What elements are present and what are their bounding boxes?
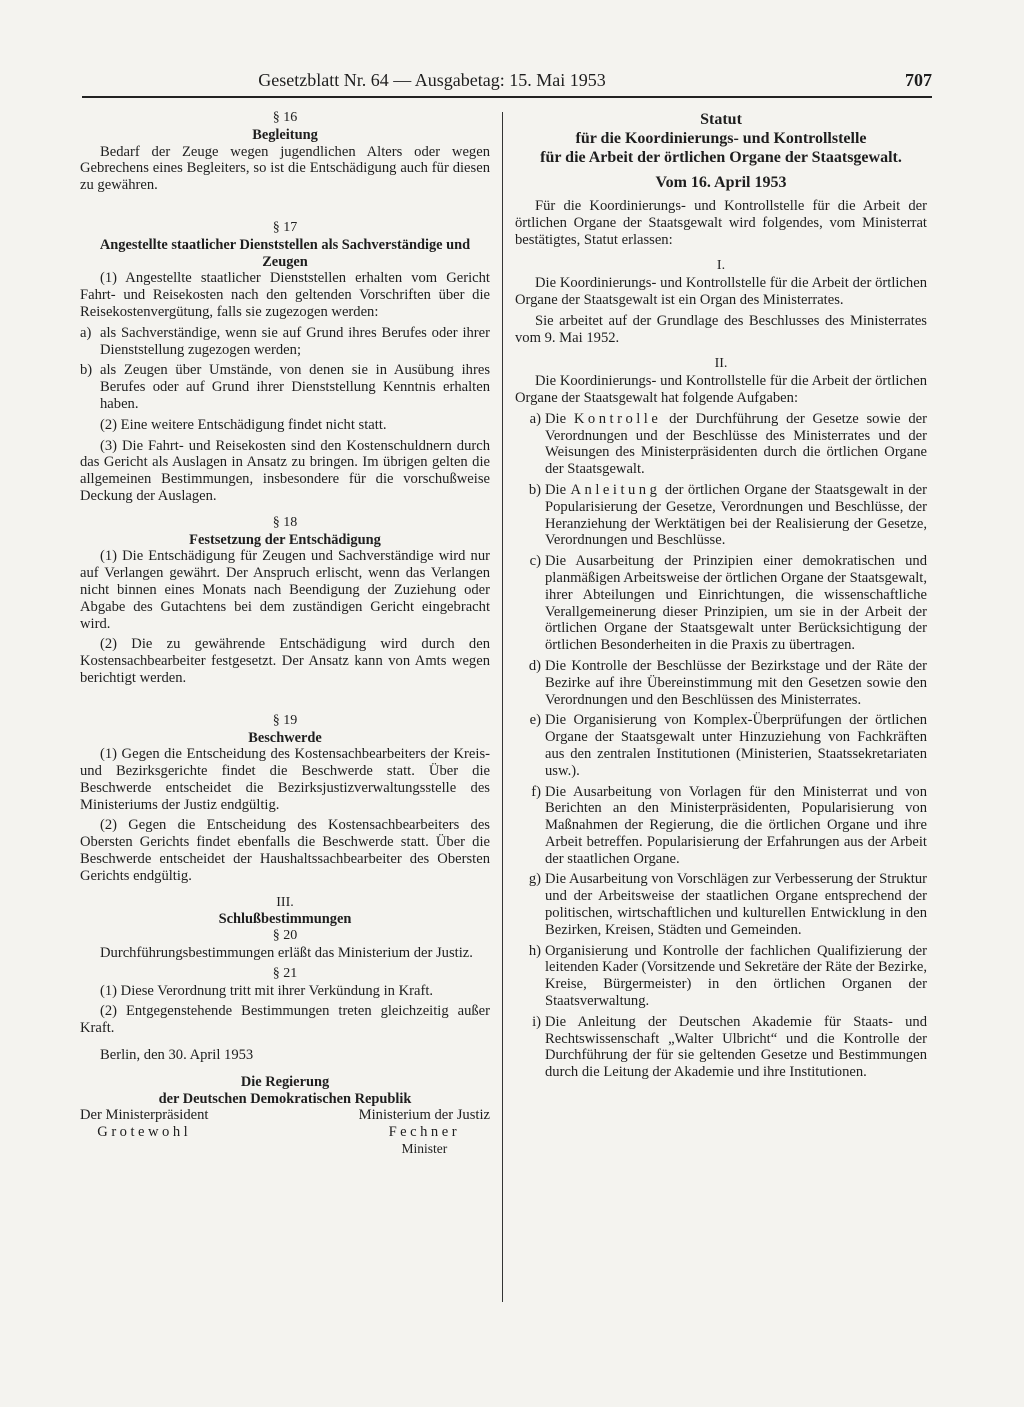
section-17-number: § 17 <box>272 219 298 235</box>
signatory-title: Minister <box>401 1141 448 1157</box>
task-item-f: f) Die Ausarbeitung von Vorlagen für den Ministerrat und von Berichten an den Ministerpräsidenten, Popularisierung von Maßnahmen der Regierung, die die örtlichen Organe und ihre Arbeit betreffen. Popularisierung der Erfahrungen aus der Arbeit der staatlichen Organe. <box>531 783 927 867</box>
page-header <box>82 70 932 96</box>
signatory-name: Fechner <box>388 1124 461 1141</box>
signatory-role: Ministerium der Justiz <box>358 1107 490 1124</box>
spaced-keyword: Anleitung <box>570 481 661 498</box>
signature-block <box>80 1107 490 1157</box>
section-17-para-3: (3) Die Fahrt- und Reisekosten sind den Kostenschuldnern durch das Gericht als Auslagen in Ansatz zu bringen. Im übrigen gelten die allgemeinen Bestimmungen, insbesondere für die vorschußweise Deckung der Auslagen. <box>80 437 490 504</box>
signatory-justice-minister <box>359 1107 490 1157</box>
task-item-d: d) Die Kontrolle der Beschlüsse der Bezirkstage und der Räte der Bezirke auf ihre Übereinstimmung mit den Gesetzen sowie den Verordnungen und den Beschlüssen des Ministerrates. <box>528 657 927 708</box>
section-21-para-1: (1) Diese Verordnung tritt mit ihrer Verkündung in Kraft. <box>100 982 434 999</box>
signatory-role: Der Ministerpräsident <box>80 1107 209 1124</box>
section-18-heading: Festsetzung der Entschädigung <box>189 531 381 548</box>
task-item-i: i) Die Anleitung der Deutschen Akademie für Staats- und Rechtswissenschaft „Walter Ulbricht“ und die Kontrolle der Durchführung der für sie geltenden Gesetze und Bestimmungen durch die Leitung der Akademie und ihre Institutionen. <box>532 1013 927 1081</box>
section-21-number: § 21 <box>272 965 298 981</box>
section-18-para-2: (2) Die zu gewährende Entschädigung wird durch den Kostensachbearbeiter festgesetzt. Der Ansatz kann von Amts wegen berichtigt werden. <box>80 636 490 686</box>
task-item-e: e) Die Organisierung von Komplex-Überprüfungen der örtlichen Organe der Staatsgewalt unter Hinzuziehung von Fachkräften aus den zentralen Institutionen (Ministerien, Staatssekretariaten usw.). <box>529 712 927 779</box>
section-19-para-2: (2) Gegen die Entscheidung des Kostensachbearbeiters des Obersten Gerichts findet ebenfalls die Beschwerde statt. Über die Beschwerde entscheidet der Haushaltssachbearbeiter des Obersten Gerichts endgültig. <box>80 817 490 884</box>
gazette-issue-title: Gesetzblatt Nr. 64 — Ausgabetag: 15. Mai 1953 <box>258 70 606 90</box>
section-19-para-1: (1) Gegen die Entscheidung des Kostensachbearbeiters der Kreis- und Bezirksgerichte findet die Beschwerde statt. Über die Beschwerde entscheidet die Bezirksjustizverwaltungsstelle des Ministeriums der Justiz endgültig. <box>80 746 490 813</box>
task-item-c: c) Die Ausarbeitung der Prinzipien einer demokratischen und planmäßigen Arbeitsweise der örtlichen Organe der Staatsgewalt, ihrer Abteilungen und Einrichtungen, die wissenschaftliche Verallgemeinerung dieser Prinzipien, um sie in der Arbeit der örtlichen Organe der Staatsgewalt unter Berücksichtigung der örtlichen Besonderheiten in die Praxis zu übertragen. <box>529 553 927 654</box>
statute-part-2-number: II. <box>714 356 728 372</box>
task-item-g: g) Die Ausarbeitung von Vorschlägen zur Verbesserung der Struktur und der Arbeitsweise der staatlichen Organe entsprechend der politischen, wirtschaftlichen und kulturellen Entwicklung in den Bezirken, Kreisen, Städten und Gemeinden. <box>528 871 927 938</box>
section-17-item-a: a) als Sachverständige, wenn sie auf Grund ihres Berufes oder ihrer Dienststellung zugezogen werden; <box>80 324 490 358</box>
statute-part-2-intro: Die Koordinierungs- und Kontrollstelle für die Arbeit der örtlichen Organe der Staatsgewalt hat folgende Aufgaben: <box>515 373 927 406</box>
section-20-text: Durchführungsbestimmungen erläßt das Ministerium der Justiz. <box>100 945 473 962</box>
statute-title: Statut <box>700 111 742 128</box>
part-3-number: III. <box>276 894 294 910</box>
statute-part-1-para-1: Die Koordinierungs- und Kontrollstelle für die Arbeit der örtlichen Organe der Staatsgewalt ist ein Organ des Ministerrates. <box>515 275 927 308</box>
statute-part-1-para-2: Sie arbeitet auf der Grundlage des Beschlusses des Ministerrates vom 9. Mai 1952. <box>515 312 927 346</box>
section-21-para-2: (2) Entgegenstehende Bestimmungen treten gleichzeitig außer Kraft. <box>80 1003 490 1037</box>
statute-part-1-number: I. <box>716 258 726 274</box>
section-19-heading: Beschwerde <box>248 729 322 746</box>
header-rule <box>82 96 932 98</box>
section-17-para-2: (2) Eine weitere Entschädigung findet nicht statt. <box>100 416 387 433</box>
section-20-number: § 20 <box>272 928 298 944</box>
section-18-para-1: (1) Die Entschädigung für Zeugen und Sachverständige wird nur auf Verlangen gewährt. Der Anspruch erlischt, wenn das Verlangen nicht binnen eines Monats nach Beendigung der Zuziehung oder Abgabe des Gutachtens bei dem zuständigen Gericht eingebracht wird. <box>80 548 490 632</box>
section-17-para-1: (1) Angestellte staatlicher Dienststellen erhalten vom Gericht Fahrt- und Reisekosten nach den geltenden Vorschriften über die Reisekostenvergütung, falls sie zugezogen werden: <box>80 270 490 320</box>
section-17-heading: Angestellte staatlicher Dienststellen als Sachverständige und Zeugen <box>99 236 471 270</box>
government-line-2: der Deutschen Demokratischen Republik <box>158 1090 412 1107</box>
government-line-1: Die Regierung <box>240 1073 330 1090</box>
task-item-b: b) Die Anleitung der örtlichen Organe der Staatsgewalt in der Popularisierung der Gesetze, Verordnungen und Beschlüsse, der Heranziehung der Werktätigen bei der Realisierung der Gesetze, Verordnungen und Beschlüsse. <box>528 481 927 549</box>
column-divider <box>502 112 503 1302</box>
statute-intro: Für die Koordinierungs- und Kontrollstelle für die Arbeit der örtlichen Organe der Staatsgewalt wird folgendes, vom Ministerrat bestätigtes, Statut erlassen: <box>515 198 927 248</box>
section-16-text: Bedarf der Zeuge wegen jugendlichen Alters oder wegen Gebrechens eines Begleiters, so ist die Entschädigung auch für diesen zu gewähren. <box>80 143 490 194</box>
section-16-heading: Begleitung <box>252 126 318 143</box>
part-3-heading: Schlußbestimmungen <box>218 911 352 928</box>
section-18-number: § 18 <box>272 514 298 530</box>
signatory-name: Grotewohl <box>97 1124 192 1141</box>
right-column <box>515 110 927 1085</box>
task-item-h: h) Organisierung und Kontrolle der fachlichen Qualifizierung der leitenden Kader (Vorsitzende und Sekretäre der Räte der Bezirke, Kreise, Bürgermeister) in den örtlichen Organen der Staatsverwaltung. <box>528 942 927 1010</box>
left-column <box>80 110 490 1158</box>
task-item-a: a) Die Kontrolle der Durchführung der Gesetze sowie der Verordnungen und der Beschlüsse des Ministerrates und der Weisungen des Ministerpräsidenten durch die örtlichen Organe der Staatsgewalt. <box>529 410 927 478</box>
place-and-date: Berlin, den 30. April 1953 <box>100 1047 254 1064</box>
signatory-prime-minister <box>80 1107 208 1157</box>
section-19-number: § 19 <box>272 712 298 728</box>
section-17-item-b: b) als Zeugen über Umstände, von denen sie in Ausübung ihres Berufes oder auf Grund ihrer Dienststellung Kenntnis erhalten haben. <box>80 362 490 412</box>
statute-date: Vom 16. April 1953 <box>655 174 787 191</box>
spaced-keyword: Kontrolle <box>573 410 662 427</box>
section-16-number: § 16 <box>272 110 298 125</box>
statute-title-line-3: für die Arbeit der örtlichen Organe der Staatsgewalt. <box>540 149 902 166</box>
page-number: 707 <box>905 70 932 90</box>
statute-title-line-2: für die Koordinierungs- und Kontrollstelle <box>575 130 867 147</box>
